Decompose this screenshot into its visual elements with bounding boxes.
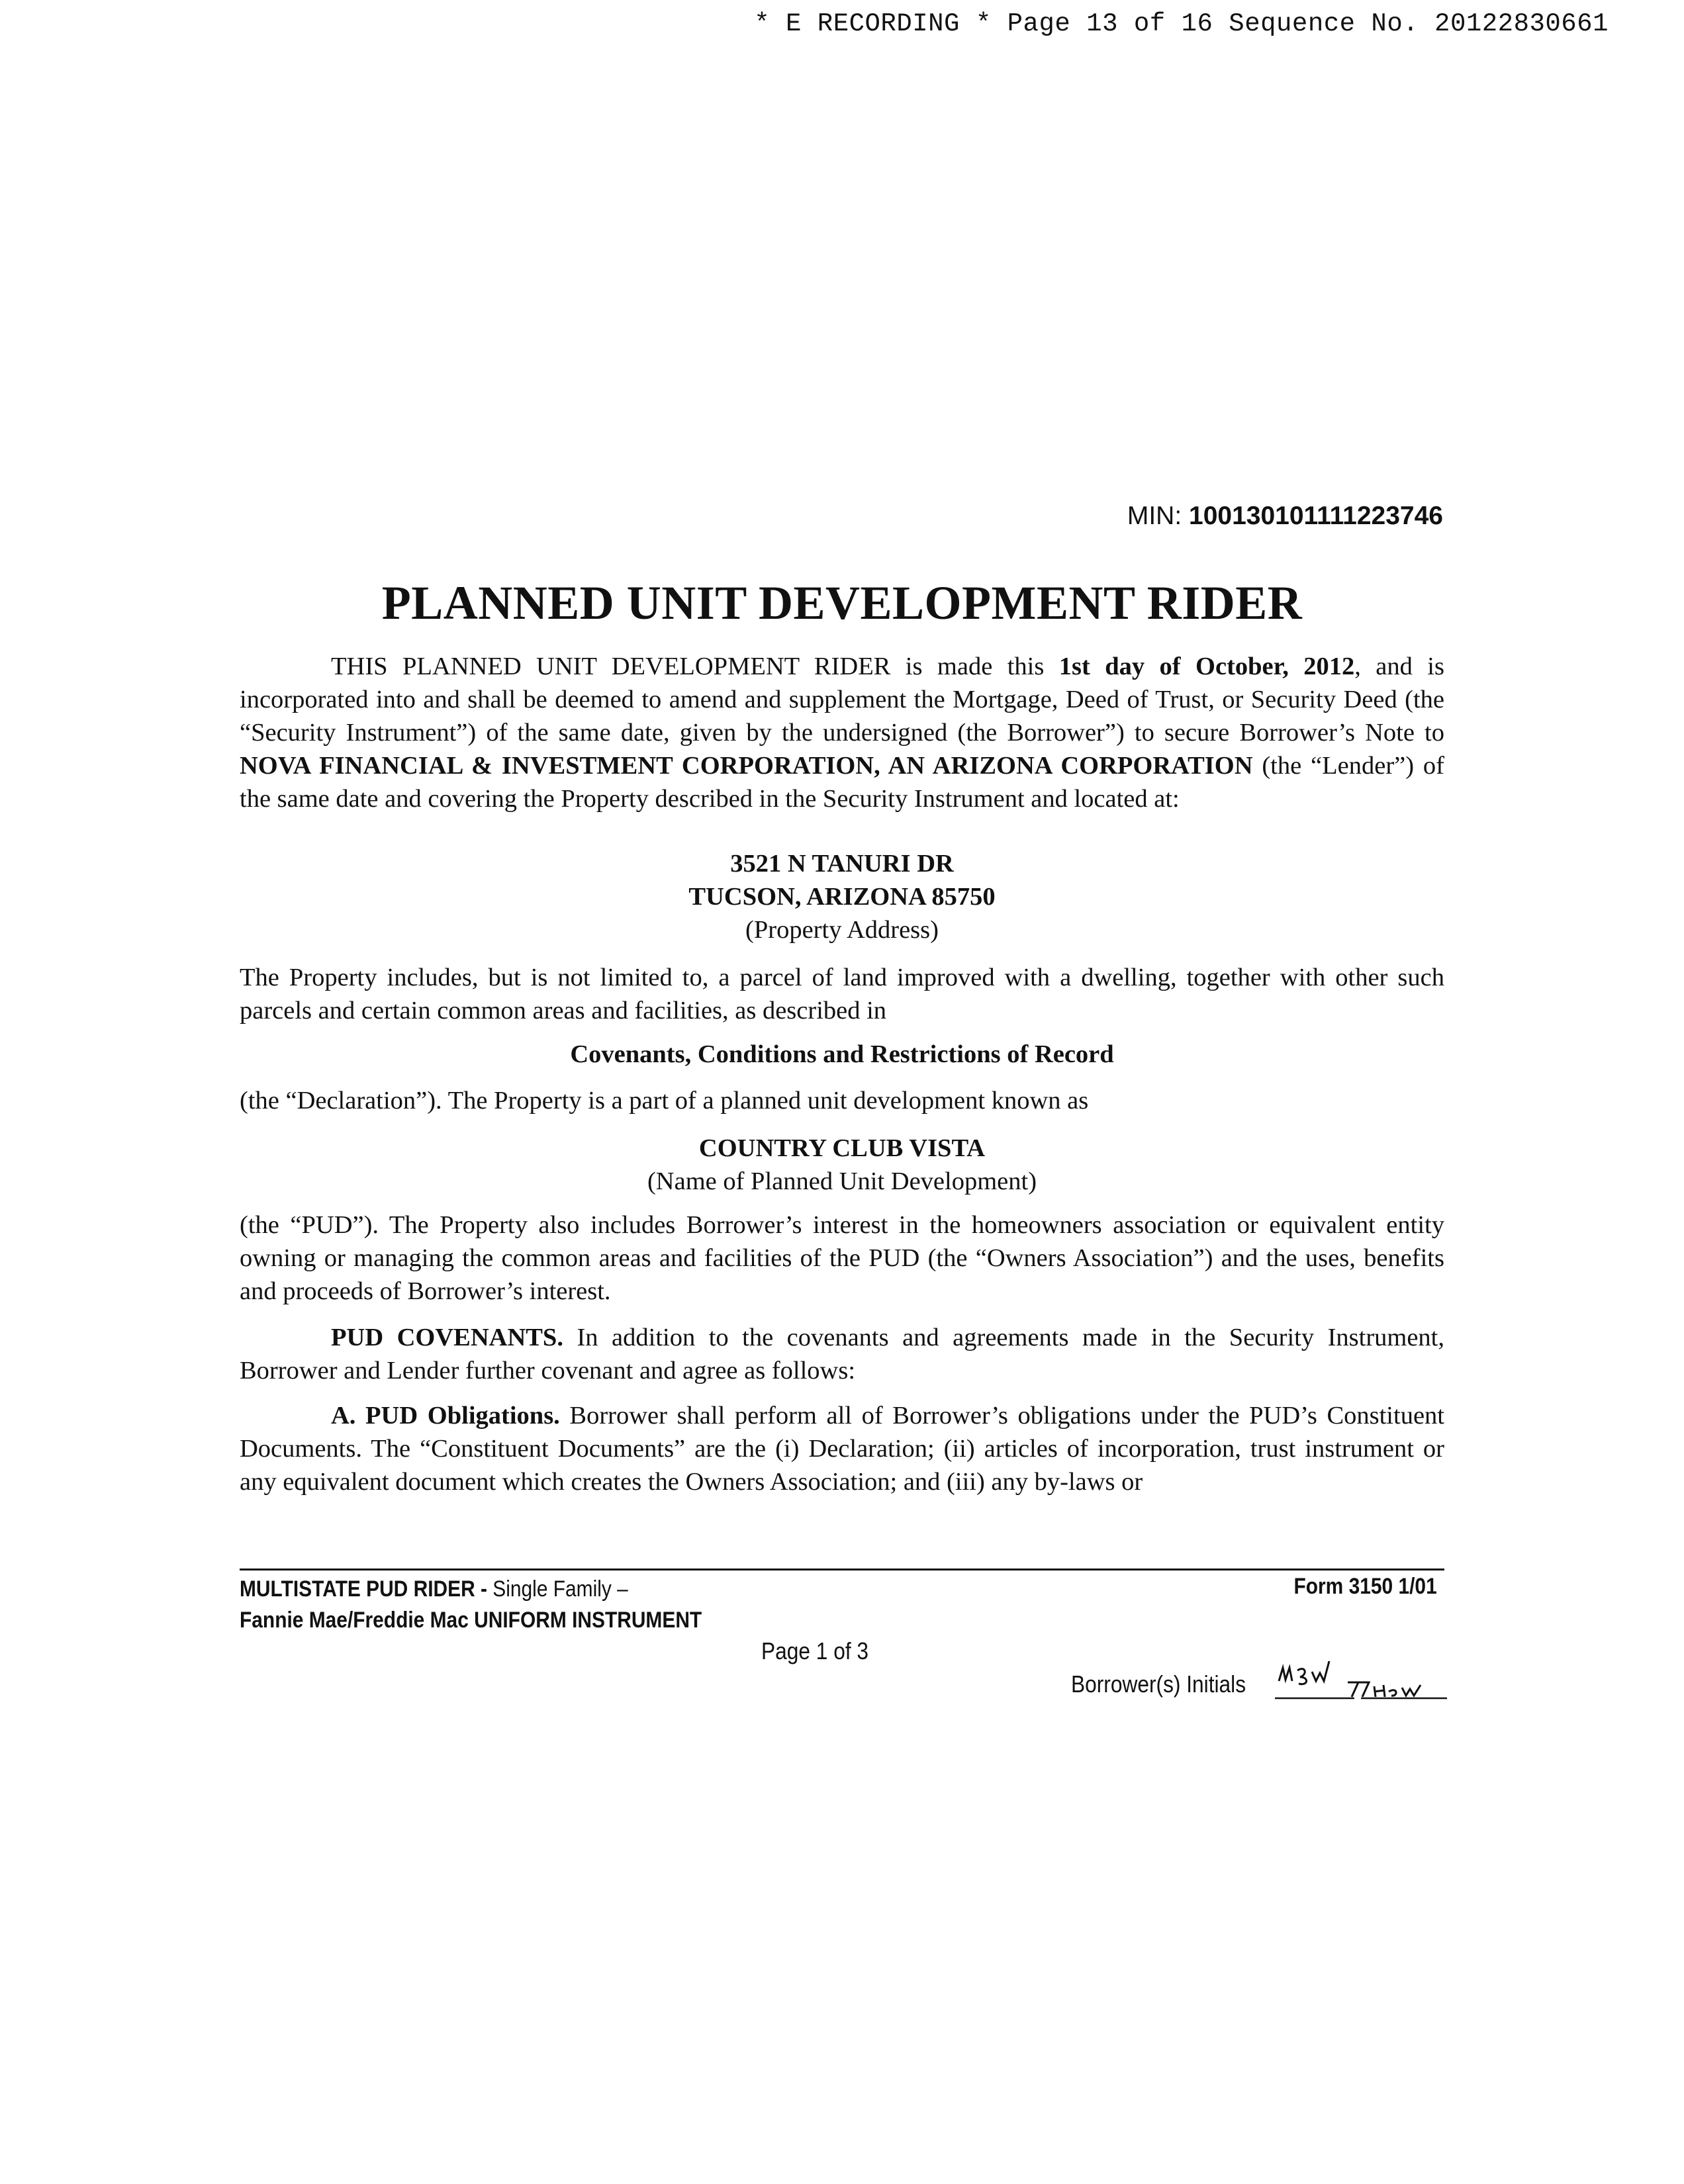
recording-stamp: * E RECORDING * Page 13 of 16 Sequence No. 20122830661 (754, 9, 1609, 38)
address-line-2: TUCSON, ARIZONA 85750 (688, 883, 996, 911)
lender-name: NOVA FINANCIAL & INVESTMENT CORPORATION, AN ARIZONA CORPORATION (240, 752, 1253, 780)
form-number: Form 3150 1/01 (1293, 1574, 1437, 1599)
min-label: MIN: (1127, 502, 1182, 530)
form-title-bold: MULTISTATE PUD RIDER - (240, 1576, 487, 1602)
pud-name-caption: (Name of Planned Unit Development) (647, 1167, 1037, 1195)
intro-text-3: (the “Lender”) of the same date and covering the Property described in the Security Instrument and located at: (240, 752, 1444, 813)
form-title-rest: Single Family – (487, 1576, 628, 1602)
min-line (1127, 502, 1443, 531)
property-address-block (240, 847, 1444, 946)
declaration-title-block (240, 1038, 1444, 1071)
section-a-text: Borrower shall perform all of Borrower’s obligations under the PUD’s Constituent Documents. The “Constituent Documents” are the (i) Declaration; (ii) articles of incorporation, trust instrument or any equivalent document which creates the Owners Association; and (iii) any by-laws or (240, 1402, 1444, 1496)
min-number: 100130101111223746 (1189, 502, 1443, 530)
covenants-heading: PUD COVENANTS. (331, 1324, 563, 1351)
declaration-paragraph: (the “Declaration”). The Property is a part of a planned unit development known as (240, 1087, 1089, 1115)
pud-name-block (240, 1132, 1444, 1198)
initials-signature (1275, 1648, 1447, 1701)
intro-text-2: , and is incorporated into and shall be deemed to amend and supplement the Mortgage, Deed of Trust, or Security Deed (the “Security Instrument”) of the same date, given by the undersigned (the Borrower”) to secure Borrower’s Note to (240, 653, 1444, 747)
intro-paragraph (240, 650, 1444, 815)
rider-date: 1st day of October, 2012 (1058, 653, 1355, 680)
document-title: PLANNED UNIT DEVELOPMENT RIDER (381, 576, 1303, 629)
address-line-1: 3521 N TANURI DR (730, 850, 954, 878)
section-a-paragraph (240, 1399, 1444, 1498)
section-a-heading: A. PUD Obligations. (331, 1402, 560, 1430)
covenants-paragraph (240, 1321, 1444, 1387)
declaration-title: Covenants, Conditions and Restrictions of Record (570, 1040, 1114, 1068)
pud-name: COUNTRY CLUB VISTA (698, 1134, 986, 1162)
covenants-text: In addition to the covenants and agreements made in the Security Instrument, Borrower and Lender further covenant and agree as follows: (240, 1324, 1444, 1385)
address-caption: (Property Address) (745, 916, 939, 944)
footer-form-title (240, 1574, 702, 1636)
footer-divider (240, 1569, 1444, 1570)
intro-text-1: THIS PLANNED UNIT DEVELOPMENT RIDER is made this (331, 653, 1059, 680)
property-includes-paragraph: The Property includes, but is not limited to, a parcel of land improved with a dwelling, together with other such parcels and certain common areas and facilities, as described in (240, 964, 1444, 1024)
page-number: Page 1 of 3 (761, 1637, 869, 1664)
pud-paragraph: (the “PUD”). The Property also includes Borrower’s interest in the homeowners association or equivalent entity owning or managing the common areas and facilities of the PUD (the “Owners Association”) and the uses, benefits and proceeds of Borrower’s interest. (240, 1211, 1444, 1305)
form-instrument: Fannie Mae/Freddie Mac UNIFORM INSTRUMENT (240, 1608, 702, 1633)
initials-label: Borrower(s) Initials (1071, 1670, 1246, 1698)
